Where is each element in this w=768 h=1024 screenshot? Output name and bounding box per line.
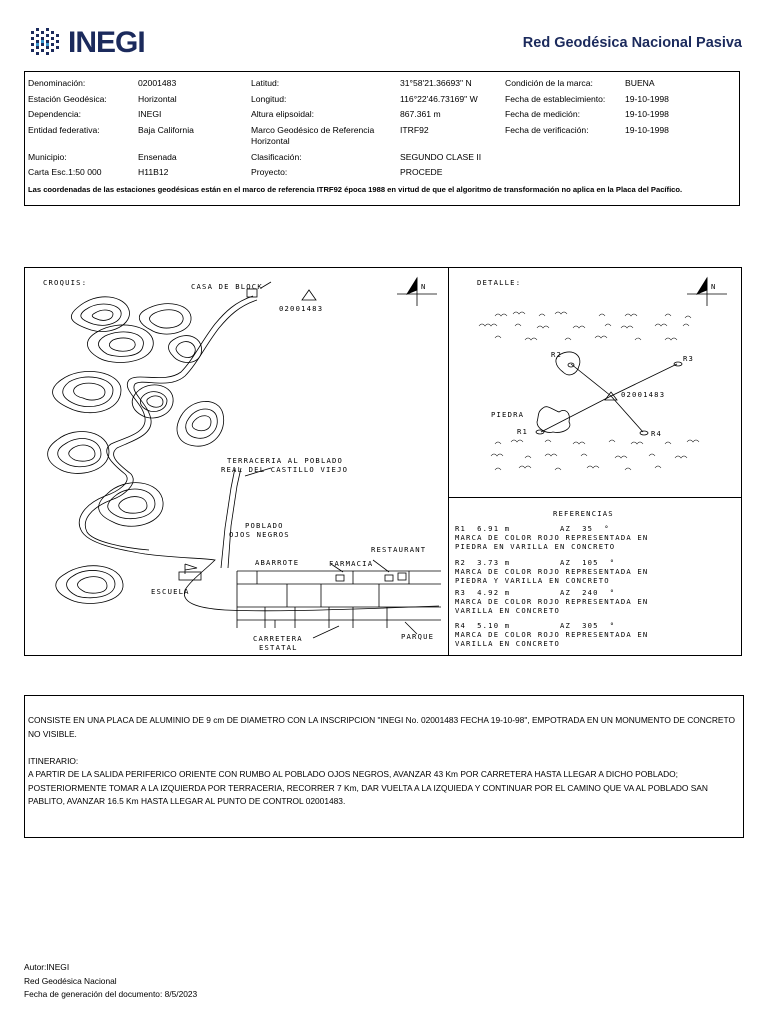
ref-r2-label: R2 — [551, 350, 563, 359]
croquis-title: CROQUIS: — [43, 278, 88, 287]
ref-r3-label: R3 — [683, 354, 695, 363]
ref-r4-marker — [640, 431, 648, 435]
fecha-medicion-label: Fecha de medición: — [505, 109, 580, 119]
itinerario-text: A PARTIR DE LA SALIDA PERIFERICO ORIENTE CON RUMBO AL POBLADO OJOS NEGROS, AVANZAR 43 Km POR CARRETERA HASTA LLEGAR A DICHO POBLADO; POSTERIORMENTE TOMAR A LA IZQUIERDA POR TERRACERIA, RECORRER 7 Km, DAR VUELTA A LA IZQUIEDA Y CONTINUAR POR EL CAMINO QUE VA AL POBLADO SAN PABLITO, AVANZAR 16.5 Km HASTA LLEGAR AL PUNTO DE CONTROL 02001483. — [28, 769, 708, 806]
carta-value: H11B12 — [138, 167, 169, 177]
fecha-establecimiento-value: 19-10-1998 — [625, 93, 669, 104]
ref-r2-marker — [568, 363, 574, 367]
abarrote-label: ABARROTE — [255, 558, 300, 567]
ref4-line: R4 5.10 m AZ 305 ° — [455, 621, 616, 630]
inegi-logo-icon — [30, 28, 64, 58]
panel-divider — [448, 268, 449, 655]
footer-network: Red Geodésica Nacional — [24, 975, 117, 986]
detalle-title: DETALLE: — [477, 278, 522, 287]
clasificacion-value: SEGUNDO CLASE II — [400, 151, 482, 162]
north-label: N — [711, 282, 717, 291]
altura-label: Altura elipsoidal: — [251, 109, 315, 119]
station-label: 02001483 — [279, 304, 324, 313]
footer-generated-date: Fecha de generación del documento: 8/5/2023 — [24, 989, 198, 999]
denominacion-label: Denominación: — [28, 78, 86, 88]
ref-r4-label: R4 — [651, 429, 663, 438]
panel-divider — [448, 497, 741, 498]
referencias-title: REFERENCIAS — [553, 509, 614, 518]
ref1-line: R1 6.91 m AZ 35 ° — [455, 524, 610, 533]
parque-label: PARQUE — [401, 632, 435, 641]
entidad-value: Baja California — [138, 124, 194, 135]
poblado-label-line1: POBLADO — [245, 521, 284, 530]
table-row — [25, 93, 739, 109]
fecha-medicion-value: 19-10-1998 — [625, 109, 669, 119]
ref3-line: R3 4.92 m AZ 240 ° — [455, 588, 616, 597]
table-row — [25, 124, 739, 151]
condicion-label: Condición de la marca: — [505, 78, 593, 88]
fecha-verificacion-value: 19-10-1998 — [625, 124, 669, 135]
ref-r1-label: R1 — [517, 427, 529, 436]
escuela-flag-icon — [185, 564, 197, 574]
description-box — [24, 695, 744, 838]
logo-text: INEGI — [68, 26, 145, 59]
longitud-value: 116°22'46.73169" W — [400, 93, 478, 104]
abarrote-marker — [385, 575, 393, 581]
inegi-logo — [30, 26, 145, 60]
table-row — [25, 77, 739, 93]
contour-lines — [48, 297, 224, 604]
estacion-value: Horizontal — [138, 93, 177, 104]
table-row — [25, 166, 739, 182]
terraceria-label-line1: TERRACERIA AL POBLADO — [227, 456, 344, 465]
sketch-panel — [24, 267, 742, 656]
town-grid — [237, 571, 441, 628]
north-arrow-icon — [397, 278, 437, 306]
piedra-label: PIEDRA — [491, 410, 525, 419]
proyecto-label: Proyecto: — [251, 167, 288, 177]
latitud-label: Latitud: — [251, 78, 280, 88]
municipio-value: Ensenada — [138, 151, 177, 162]
entidad-label: Entidad federativa: — [28, 124, 100, 135]
proyecto-value: PROCEDE — [400, 167, 443, 177]
station-info-table — [24, 71, 740, 206]
fecha-verificacion-label: Fecha de verificación: — [505, 124, 589, 135]
condicion-value: BUENA — [625, 78, 655, 88]
ref3-description: MARCA DE COLOR ROJO REPRESENTADA EN — [455, 597, 649, 606]
itinerario-label: ITINERARIO: — [28, 755, 79, 766]
restaurant-label: RESTAURANT — [371, 545, 427, 554]
table-row — [25, 151, 739, 167]
farmacia-label: FARMACIA — [329, 559, 374, 568]
altura-value: 867.361 m — [400, 109, 441, 119]
marco-label: Marco Geodésico de Referencia Horizontal — [251, 124, 375, 146]
ref-r1-marker — [536, 430, 544, 434]
restaurant-marker — [398, 573, 406, 580]
table-row — [25, 108, 739, 124]
denominacion-value: 02001483 — [138, 78, 177, 88]
north-label: N — [421, 282, 427, 291]
municipio-label: Municipio: — [28, 151, 67, 162]
table-row — [25, 182, 739, 198]
casa-block-label: CASA DE BLOCK — [191, 282, 263, 291]
dependencia-value: INEGI — [138, 109, 162, 119]
ref4-description: MARCA DE COLOR ROJO REPRESENTADA EN — [455, 630, 649, 639]
ref2-line: R2 3.73 m AZ 105 ° — [455, 558, 616, 567]
ref3-description: VARILLA EN CONCRETO — [455, 606, 561, 615]
fecha-establecimiento-label: Fecha de establecimiento: — [505, 93, 606, 104]
farmacia-marker — [336, 575, 344, 581]
terraceria-label-line2: REAL DEL CASTILLO VIEJO — [221, 465, 349, 474]
ref2-description: MARCA DE COLOR ROJO REPRESENTADA EN — [455, 567, 649, 576]
carretera-label-line1: CARRETERA — [253, 634, 303, 643]
carretera-label-line2: ESTATAL — [259, 643, 298, 652]
footer-author: Autor:INEGI — [24, 962, 70, 972]
station-triangle-icon — [302, 290, 316, 300]
monument-description: CONSISTE EN UNA PLACA DE ALUMINIO DE 9 cm DE DIAMETRO CON LA INSCRIPCION "INEGI No. 02001483 FECHA 19-10-98", EMPOTRADA EN UN MONUMENTO DE CONCRETO NO VISIBLE. — [28, 715, 735, 739]
ref1-description: MARCA DE COLOR ROJO REPRESENTADA EN — [455, 533, 649, 542]
ref4-description: VARILLA EN CONCRETO — [455, 639, 561, 648]
ref2-description: PIEDRA Y VARILLA EN CONCRETO — [455, 576, 610, 585]
longitud-label: Longitud: — [251, 93, 287, 104]
escuela-label: ESCUELA — [151, 587, 190, 596]
ref-r3-marker — [674, 362, 682, 366]
coordinate-note: Las coordenadas de las estaciones geodésicas están en el marco de referencia ITRF92 época 1988 en virtud de que el algoritmo de transformación no aplica en la Placa del Pacífico. — [28, 184, 683, 194]
footer — [24, 961, 197, 1002]
poblado-label-line2: OJOS NEGROS — [229, 530, 290, 539]
dependencia-label: Dependencia: — [28, 109, 82, 119]
north-arrow-icon — [687, 278, 727, 306]
ref1-description: PIEDRA EN VARILLA EN CONCRETO — [455, 542, 616, 551]
document-title: Red Geodésica Nacional Pasiva — [522, 35, 742, 51]
estacion-label: Estación Geodésica: — [28, 93, 107, 104]
detail-station-label: 02001483 — [621, 390, 666, 399]
vegetation-marks — [479, 312, 699, 470]
clasificacion-label: Clasificación: — [251, 151, 302, 162]
latitud-value: 31°58'21.36693" N — [400, 78, 472, 88]
marco-value: ITRF92 — [400, 124, 429, 135]
carta-label: Carta Esc.1:50 000 — [28, 167, 102, 177]
